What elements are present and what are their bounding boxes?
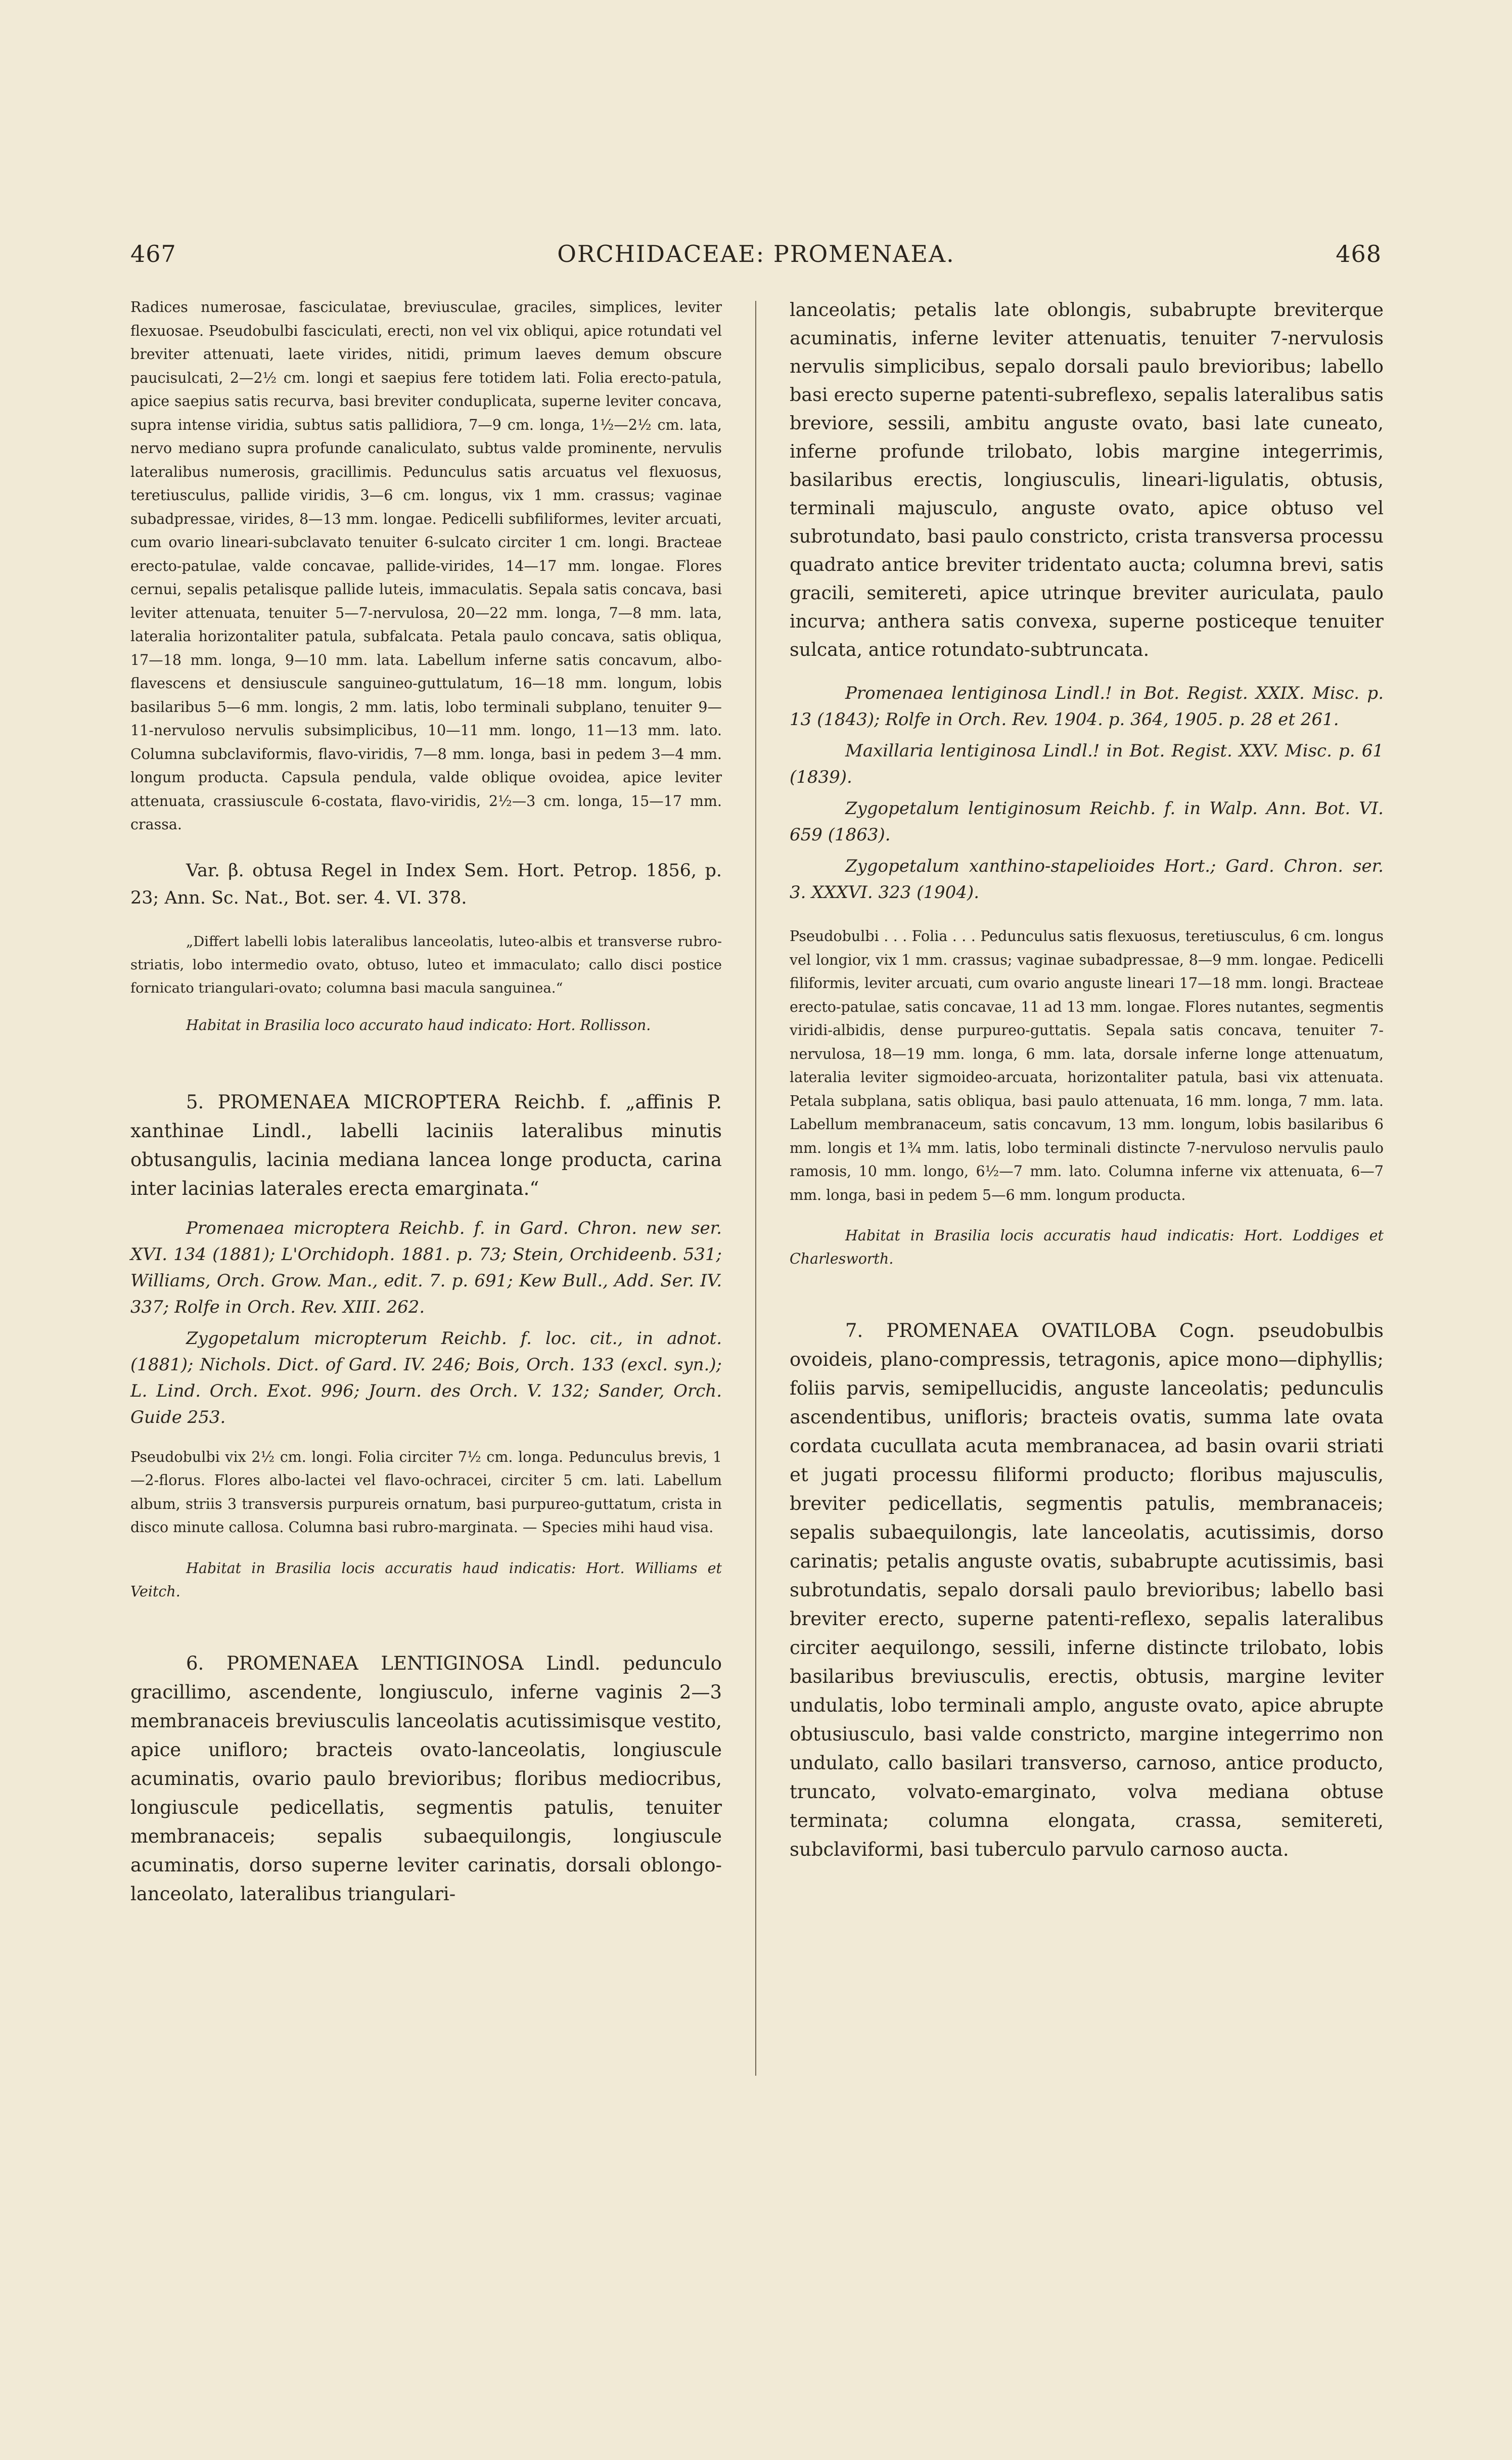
habitat-note: Habitat in Brasilia locis accuratis haud indicatis: Hort. Williams et Veitch.: [130, 1559, 722, 1600]
page-header: [130, 240, 1382, 276]
habitat-note: Habitat in Brasilia loco accurato haud indicato: Hort. Rollisson.: [186, 1016, 651, 1034]
left-column: [130, 296, 722, 1908]
species-5-synonym: Zygopetalum micropterum Reichb. f. loc. cit., in adnot. (1881); Nichols. Dict. of Gard. IV. 246; Bois, Orch. 133 (excl. syn.); L. Lind. Orch. Exot. 996; Journ. des Orch. V. 132; Sander, Orch. Guide 253.: [130, 1328, 722, 1427]
species-5-heading: 5. PROMENAEA MICROPTERA Reichb. f. „affinis P. xanthinae Lindl., labelli laciniis lateralibus minutis obtusangulis, lacinia mediana lancea longe producta, carina inter lacinias laterales erecta emarginata.“: [130, 1091, 722, 1199]
species-7-heading: 7. PROMENAEA OVATILOBA Cogn. pseudobulbis ovoideis, plano-compressis, tetragonis, apice mono—diphyllis; foliis parvis, semipellucidis, anguste lanceolatis; pedunculis ascendentibus, unifloris; bracteis ovatis, summa late ovata cordata cucullata acuta membranacea, ad basin ovarii striati et jugati processu filiformi producto; floribus majusculis, breviter pedicellatis, segmentis patulis, membranaceis; sepalis subaequilongis, late lanceolatis, acutissimis, dorso carinatis; petalis anguste ovatis, subabrupte acutissimis, basi subrotundatis, sepalo dorsali paulo brevioribus; labello basi breviter erecto, superne patenti-reflexo, sepalis lateralibus circiter aequilongo, sessili, inferne distincte trilobato, lobis basilaribus breviusculis, erectis, obtusis, margine leviter undulatis, lobo terminali amplo, anguste ovato, apice abrupte obtusiusculo, basi valde constricto, margine integerrimo non undulato, callo basilari transverso, carnoso, antice producto, truncato, volvato-emarginato, volva mediana obtuse terminata; columna elongata, crassa, semitereti, subclaviformi, basi tuberculo parvulo carnoso aucta.: [790, 1320, 1384, 1860]
page-number-right: 468: [1336, 240, 1382, 267]
right-column: [790, 296, 1384, 1864]
species-6-citation: Promenaea lentiginosa Lindl.! in Bot. Regist. XXIX. Misc. p. 13 (1843); Rolfe in Orch. Rev. 1904. p. 364, 1905. p. 28 et 261.: [790, 683, 1384, 730]
running-title: ORCHIDACEAE: PROMENAEA.: [557, 240, 955, 267]
species-6-synonym: Zygopetalum xanthino-stapelioides Hort.; Gard. Chron. ser. 3. XXXVI. 323 (1904).: [790, 856, 1384, 903]
species-6-synonym: Zygopetalum lentiginosum Reichb. f. in Walp. Ann. Bot. VI. 659 (1863).: [790, 798, 1384, 845]
species-6-heading: 6. PROMENAEA LENTIGINOSA Lindl. pedunculo gracillimo, ascendente, longiusculo, inferne vaginis 2—3 membranaceis breviusculis lanceolatis acutissimisque vestito, apice unifloro; bracteis ovato-lanceolatis, longiuscule acuminatis, ovario paulo brevioribus; floribus mediocribus, longiuscule pedicellatis, segmentis patulis, tenuiter membranaceis; sepalis subaequilongis, longiuscule acuminatis, dorso superne leviter carinatis, dorsali oblongo-lanceolato, lateralibus triangulari-: [130, 1652, 722, 1905]
species-6-synonym: Maxillaria lentiginosa Lindl.! in Bot. Regist. XXV. Misc. p. 61 (1839).: [790, 741, 1384, 787]
variety-quote: „Differt labelli lobis lateralibus lanceolatis, luteo-albis et transverse rubro-striatis, lobo intermedio ovato, obtuso, luteo et immaculato; callo disci postice fornicato triangulari-ovato; columna basi macula sanguinea.“: [130, 933, 722, 996]
species-description: Radices numerosae, fasciculatae, breviusculae, graciles, simplices, leviter flexuosae. Pseudobulbi fasciculati, erecti, non vel vix obliqui, apice rotundati vel breviter attenuati, laete virides, nitidi, primum laeves demum obscure paucisulcati, 2—2½ cm. longi et saepius fere totidem lati. Folia erecto-patula, apice saepius satis recurva, basi breviter conduplicata, superne leviter concava, supra intense viridia, subtus satis pallidiora, 7—9 cm. longa, 1½—2½ cm. lata, nervo mediano supra profunde canaliculato, subtus valde prominente, nervulis lateralibus numerosis, gracillimis. Pedunculus satis arcuatus vel flexuosus, teretiusculus, pallide viridis, 3—6 cm. longus, vix 1 mm. crassus; vaginae subadpressae, virides, 8—13 mm. longae. Pedicelli subfiliformes, leviter arcuati, cum ovario lineari-subclavato tenuiter 6-sulcato circiter 1 cm. longi. Bracteae erecto-patulae, valde concavae, pallide-virides, 14—17 mm. longae. Flores cernui, sepalis petalisque pallide luteis, immaculatis. Sepala satis concava, basi leviter attenuata, tenuiter 5—7-nervulosa, 20—22 mm. longa, 7—8 mm. lata, lateralia horizontaliter patula, subfalcata. Petala paulo concava, satis obliqua, 17—18 mm. longa, 9—10 mm. lata. Labellum inferne satis concavum, albo-flavescens et densiuscule sanguineo-guttulatum, 16—18 mm. longum, lobis basilaribus 5—6 mm. longis, 2 mm. latis, lobo terminali subplano, tenuiter 9—11-nervuloso nervulis subsimplicibus, 10—11 mm. longo, 11—13 mm. lato. Columna subclaviformis, flavo-viridis, 7—8 mm. longa, basi in pedem 3—4 mm. longum producta. Capsula pendula, valde oblique ovoidea, apice leviter attenuata, crassiuscule 6-costata, flavo-viridis, 2½—3 cm. longa, 15—17 mm. crassa.: [130, 299, 722, 833]
column-divider: [755, 301, 756, 2076]
species-5-description: Pseudobulbi vix 2½ cm. longi. Folia circiter 7½ cm. longa. Pedunculus brevis, 1—2-florus. Flores albo-lactei vel flavo-ochracei, circiter 5 cm. lati. Labellum album, striis 3 transversis purpureis ornatum, basi purpureo-guttatum, crista in disco minute callosa. Columna basi rubro-marginata. — Species mihi haud visa.: [130, 1448, 722, 1536]
species-6-description-continued: lanceolatis; petalis late oblongis, subabrupte breviterque acuminatis, inferne leviter attenuatis, tenuiter 7-nervulosis nervulis simplicibus, sepalo dorsali paulo brevioribus; labello basi erecto superne patenti-subreflexo, sepalis lateralibus satis breviore, sessili, ambitu anguste ovato, basi late cuneato, inferne profunde trilobato, lobis margine integerrimis, basilaribus erectis, longiusculis, lineari-ligulatis, obtusis, terminali majusculo, anguste ovato, apice obtuso vel subrotundato, basi paulo constricto, crista transversa processu quadrato antice breviter tridentato aucta; columna brevi, satis gracili, semitereti, apice utrinque breviter auriculata, paulo incurva; anthera satis convexa, superne posticeque tenuiter sulcata, antice rotundato-subtruncata.: [790, 299, 1384, 660]
page-number-left: 467: [130, 240, 176, 267]
species-6-details: Pseudobulbi . . . Folia . . . Pedunculus satis flexuosus, teretiusculus, 6 cm. longus vel longior, vix 1 mm. crassus; vaginae subadpressae, 8—9 mm. longae. Pedicelli filiformis, leviter arcuati, cum ovario anguste lineari 17—18 mm. longi. Bracteae erecto-patulae, satis concavae, 11 ad 13 mm. longae. Flores nutantes, segmentis viridi-albidis, dense purpureo-guttatis. Sepala satis concava, tenuiter 7-nervulosa, 18—19 mm. longa, 6 mm. lata, dorsale inferne longe attenuatum, lateralia leviter sigmoideo-arcuata, horizontaliter patula, basi vix attenuata. Petala subplana, satis obliqua, basi paulo attenuata, 16 mm. longa, 7 mm. lata. Labellum membranaceum, satis concavum, 13 mm. longum, lobis basilaribus 6 mm. longis et 1¾ mm. latis, lobo terminali distincte 7-nervuloso nervulis paulo ramosis, 10 mm. longo, 6½—7 mm. lato. Columna inferne vix attenuata, 6—7 mm. longa, basi in pedem 5—6 mm. longum producta.: [790, 928, 1384, 1203]
variety-citation: Var. β. obtusa Regel in Index Sem. Hort. Petrop. 1856, p. 23; Ann. Sc. Nat., Bot. ser. 4. VI. 378.: [130, 860, 722, 908]
habitat-note: Habitat in Brasilia locis accuratis haud indicatis: Hort. Loddiges et Charlesworth.: [790, 1227, 1384, 1267]
species-5-citation: Promenaea microptera Reichb. f. in Gard. Chron. new ser. XVI. 134 (1881); L'Orchidoph. 1881. p. 73; Stein, Orchideenb. 531; Williams, Orch. Grow. Man., edit. 7. p. 691; Kew Bull., Add. Ser. IV. 337; Rolfe in Orch. Rev. XIII. 262.: [130, 1218, 722, 1317]
